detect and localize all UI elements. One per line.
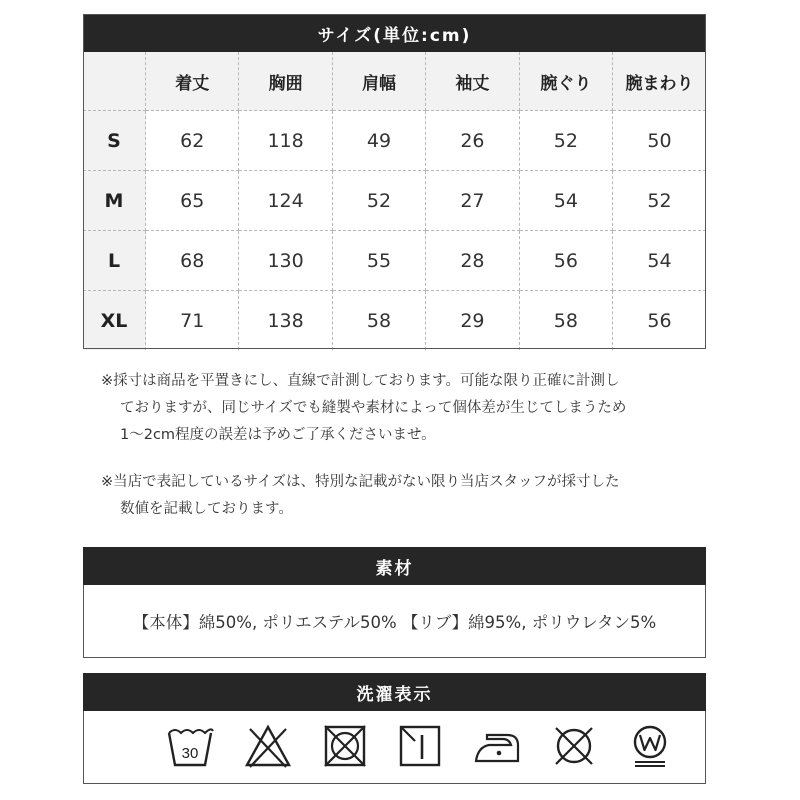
size-label: XL	[83, 291, 146, 351]
wet-clean-icon	[626, 723, 674, 769]
table-cell: 130	[239, 231, 332, 291]
column-header-arm-circumference: 腕まわり	[613, 52, 706, 111]
column-header-chest: 胸囲	[239, 52, 332, 111]
table-cell: 56	[519, 231, 612, 291]
table-cell: 62	[146, 111, 239, 171]
size-label: M	[83, 171, 146, 231]
note-line: 数値を記載しております。	[120, 501, 293, 517]
no-tumble-dry-icon	[321, 723, 369, 769]
care-symbols-box	[83, 711, 706, 784]
table-cell: 58	[332, 291, 425, 351]
wash-tub-30-icon	[166, 723, 214, 769]
table-cell: 26	[426, 111, 519, 171]
size-table-corner	[83, 52, 146, 111]
note-line: ※当店で表記しているサイズは、特別な記載がない限り当店スタッフが採寸した	[101, 474, 620, 490]
column-header-sleeve: 袖丈	[426, 52, 519, 111]
size-table	[83, 52, 706, 350]
measurement-note	[101, 368, 711, 449]
wash-temperature: 30	[181, 745, 199, 762]
table-cell: 71	[146, 291, 239, 351]
no-dry-clean-icon	[550, 723, 598, 769]
note-line: ておりますが、同じサイズでも縫製や素材によって個体差が生じてしまうため	[120, 400, 627, 416]
table-cell: 54	[613, 231, 706, 291]
line-dry-shade-icon	[396, 723, 444, 769]
table-cell: 49	[332, 111, 425, 171]
note-line: 1〜2cm程度の誤差は予めご了承くださいませ。	[120, 427, 436, 443]
table-row	[83, 291, 706, 351]
table-cell: 118	[239, 111, 332, 171]
table-row	[83, 231, 706, 291]
table-cell: 65	[146, 171, 239, 231]
table-row	[83, 171, 706, 231]
table-cell: 52	[613, 171, 706, 231]
table-cell: 138	[239, 291, 332, 351]
table-cell: 55	[332, 231, 425, 291]
iron-low-icon	[473, 723, 521, 769]
table-cell: 52	[519, 111, 612, 171]
table-cell: 56	[647, 309, 672, 332]
material-section-title: 素材	[375, 558, 414, 579]
column-header-length: 着丈	[146, 52, 239, 111]
table-cell: 54	[519, 171, 612, 231]
size-table-header-row	[83, 52, 706, 111]
column-header-shoulder: 肩幅	[332, 52, 425, 111]
material-box	[83, 585, 706, 658]
table-cell: 29	[426, 291, 519, 351]
care-section-header	[83, 673, 706, 711]
table-cell: 50	[613, 111, 706, 171]
table-row	[83, 111, 706, 171]
no-bleach-icon	[244, 723, 292, 769]
table-cell: 124	[239, 171, 332, 231]
table-cell: 28	[426, 231, 519, 291]
column-header-armhole: 腕ぐり	[519, 52, 612, 111]
table-cell: 52	[332, 171, 425, 231]
note-line: ※採寸は商品を平置きにし、直線で計測しております。可能な限り正確に計測し	[101, 373, 620, 389]
table-cell: 27	[426, 171, 519, 231]
size-section-title: サイズ(単位:cm)	[317, 25, 472, 46]
size-section-header	[83, 14, 706, 52]
size-label: S	[83, 111, 146, 171]
table-cell: 58	[519, 291, 612, 351]
material-text: 【本体】綿50%, ポリエステル50% 【リブ】綿95%, ポリウレタン5%	[132, 613, 657, 632]
size-notation-note	[101, 469, 711, 523]
table-cell: 68	[146, 231, 239, 291]
material-section-header	[83, 547, 706, 585]
care-section-title: 洗濯表示	[356, 684, 433, 705]
size-label: L	[83, 231, 146, 291]
